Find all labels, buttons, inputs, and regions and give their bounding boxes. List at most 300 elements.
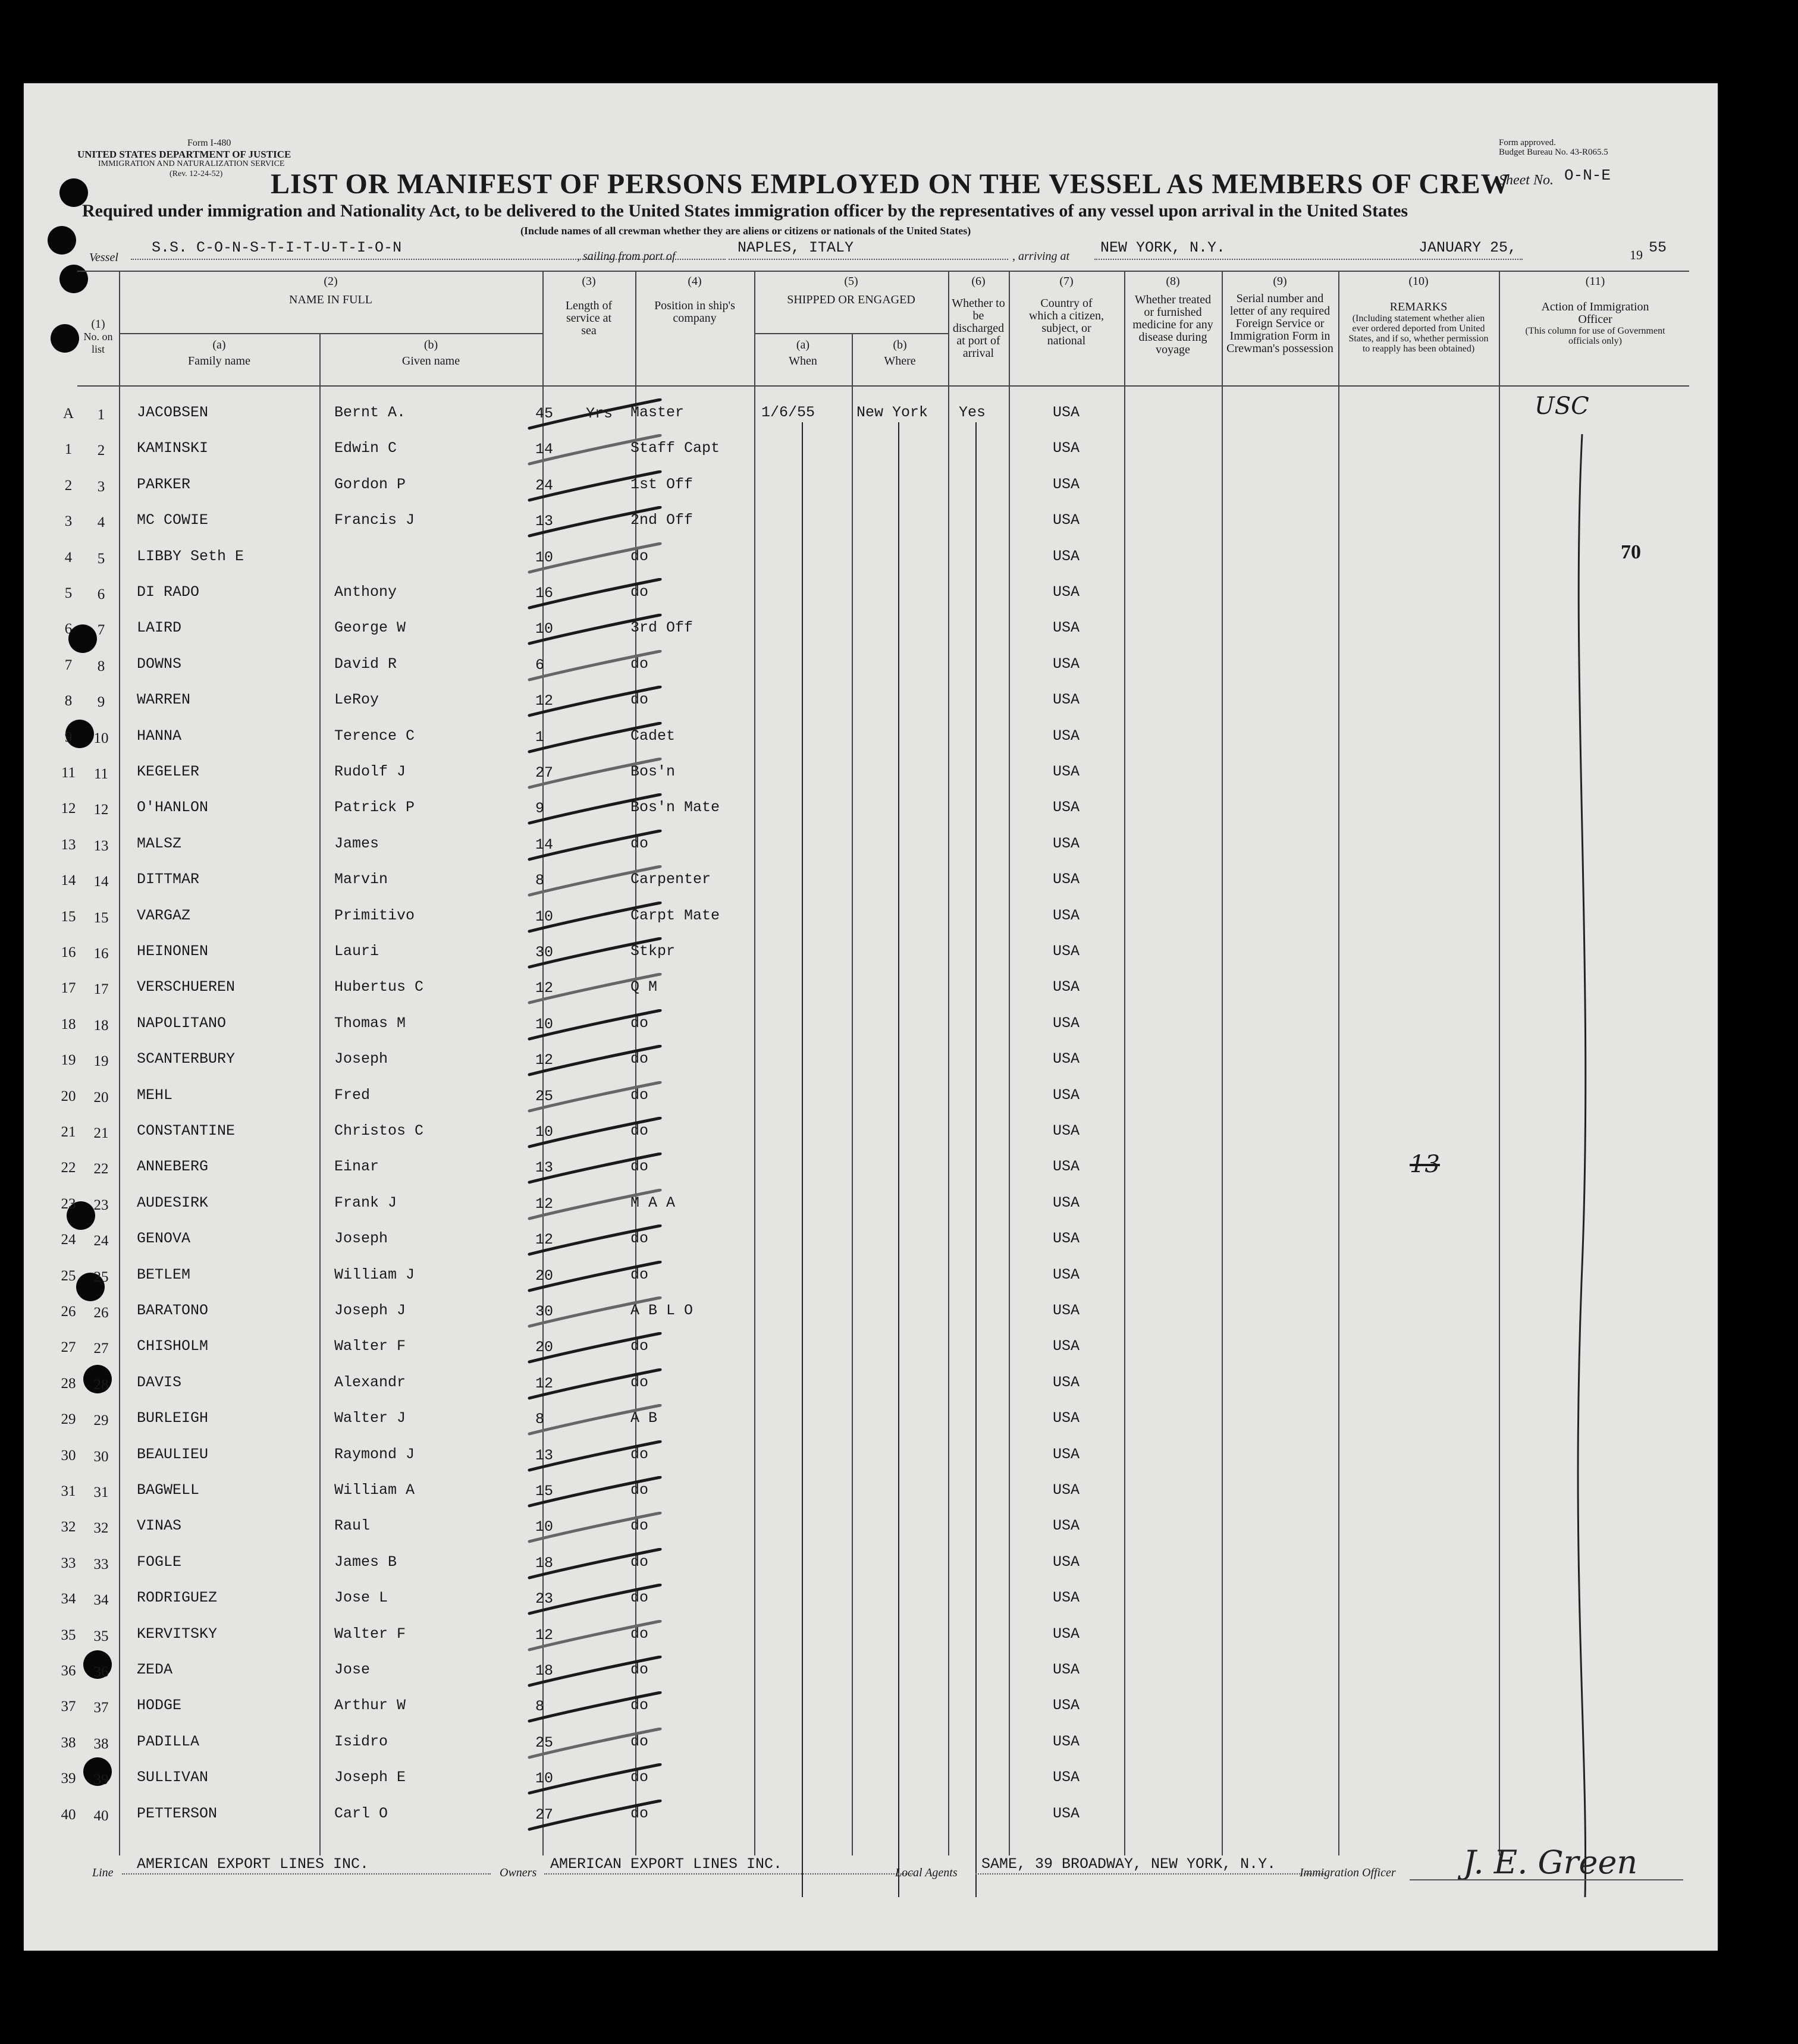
- position: 1st Off: [630, 476, 694, 493]
- sheet-label: Sheet No.: [1499, 172, 1554, 188]
- list-number: 26: [93, 1305, 109, 1321]
- margin-number: 34: [61, 1591, 76, 1607]
- list-number: 32: [93, 1520, 109, 1536]
- table-row: [24, 686, 1718, 721]
- position: do: [630, 691, 649, 708]
- given-name: Patrick P: [334, 799, 415, 816]
- service-length: 25: [535, 1734, 554, 1751]
- margin-number: 26: [61, 1304, 76, 1320]
- margin-number: 13: [61, 837, 76, 853]
- list-number: 39: [93, 1772, 109, 1788]
- table-row: [24, 1656, 1718, 1691]
- officer-signature: J. E. Green: [1463, 1844, 1638, 1881]
- service-length: 16: [535, 585, 554, 602]
- margin-number: 22: [61, 1160, 76, 1176]
- country: USA: [1053, 1230, 1080, 1247]
- given-name: Walter J: [334, 1409, 406, 1427]
- family-name: WARREN: [137, 691, 191, 708]
- service-length: 27: [535, 1806, 554, 1823]
- table-row: [24, 793, 1718, 829]
- position: do: [630, 548, 649, 565]
- strike-mark: [523, 1440, 666, 1476]
- margin-number: 1: [64, 441, 73, 457]
- family-name: LAIRD: [137, 619, 182, 636]
- family-name: BAGWELL: [137, 1481, 200, 1499]
- position: do: [630, 1374, 649, 1391]
- country: USA: [1053, 511, 1080, 529]
- service-length: 20: [535, 1267, 554, 1285]
- margin-number: 14: [61, 872, 76, 888]
- given-name: Thomas M: [334, 1015, 406, 1032]
- position: do: [630, 1697, 649, 1714]
- table-row: [24, 1153, 1718, 1188]
- country: USA: [1053, 1625, 1080, 1643]
- position: do: [630, 835, 649, 852]
- family-name: ANNEBERG: [137, 1158, 209, 1175]
- list-number: 16: [93, 946, 109, 962]
- remarks-mark: 13: [1410, 1151, 1440, 1178]
- list-number: 28: [93, 1377, 109, 1393]
- arriving-label: , arriving at: [1012, 250, 1070, 263]
- position: Carpt Mate: [630, 907, 720, 924]
- margin-number: 31: [61, 1483, 76, 1499]
- margin-number: 18: [61, 1016, 76, 1032]
- margin-number: 2: [64, 478, 73, 494]
- given-name: Hubertus C: [334, 978, 424, 996]
- form-number: Form I-480: [187, 138, 231, 148]
- family-name: ZEDA: [137, 1661, 173, 1678]
- arrival-date: JANUARY 25,: [1419, 239, 1517, 256]
- arrival-year: 55: [1649, 239, 1667, 256]
- country: USA: [1053, 1302, 1080, 1319]
- given-name: Raymond J: [334, 1446, 415, 1463]
- strike-mark: [523, 1404, 666, 1440]
- list-number: 33: [93, 1556, 109, 1572]
- service-length: 8: [535, 1698, 545, 1715]
- margin-number: 19: [61, 1052, 76, 1068]
- family-name: LIBBY Seth E: [137, 548, 244, 565]
- position: A B L O: [630, 1302, 694, 1319]
- margin-number: 30: [61, 1448, 76, 1464]
- position: Staff Capt: [630, 439, 720, 457]
- table-row: [24, 758, 1718, 793]
- position: do: [630, 1805, 649, 1822]
- agency-service: IMMIGRATION AND NATURALIZATION SERVICE: [98, 159, 285, 168]
- margin-number: 15: [61, 909, 76, 925]
- action-line: [1558, 434, 1606, 1897]
- family-name: BEAULIEU: [137, 1446, 209, 1463]
- given-name: Jose: [334, 1661, 371, 1678]
- family-name: MC COWIE: [137, 511, 209, 529]
- action-stamp: USC: [1535, 393, 1589, 420]
- table-row: [24, 470, 1718, 506]
- approval-line: Form approved.: [1499, 138, 1556, 147]
- country: USA: [1053, 1446, 1080, 1463]
- strike-mark: [523, 1153, 666, 1188]
- given-name: Rudolf J: [334, 763, 406, 780]
- shipped-where: New York: [856, 404, 928, 421]
- position: 2nd Off: [630, 511, 694, 529]
- list-number: 34: [93, 1592, 109, 1608]
- service-length: 10: [535, 908, 554, 925]
- shipped-when: 1/6/55: [761, 404, 815, 421]
- given-name: George W: [334, 619, 406, 636]
- service-length: 23: [535, 1590, 554, 1607]
- margin-number: 17: [61, 980, 76, 996]
- strike-mark: [523, 1728, 666, 1763]
- owners-label: Owners: [500, 1866, 537, 1879]
- country: USA: [1053, 404, 1080, 421]
- owners-value: AMERICAN EXPORT LINES INC.: [550, 1855, 783, 1873]
- list-number: 22: [93, 1161, 109, 1177]
- list-number: 30: [93, 1449, 109, 1465]
- strike-mark: [523, 722, 666, 758]
- margin-number: 32: [61, 1519, 76, 1535]
- country: USA: [1053, 1589, 1080, 1606]
- table-row: [24, 1728, 1718, 1763]
- table-row: [24, 542, 1718, 578]
- service-length: 6: [535, 657, 545, 674]
- list-number: 27: [93, 1340, 109, 1357]
- service-length: 10: [535, 549, 554, 566]
- given-name: Anthony: [334, 583, 397, 601]
- country: USA: [1053, 1050, 1080, 1067]
- strike-mark: [523, 937, 666, 973]
- given-name: Einar: [334, 1158, 379, 1175]
- table-row: [24, 1584, 1718, 1619]
- list-number: 31: [93, 1484, 109, 1500]
- margin-number: 38: [61, 1735, 76, 1751]
- given-name: Walter F: [334, 1337, 406, 1355]
- col-2-header: (2) NAME IN FULL: [289, 275, 372, 306]
- given-name: Christos C: [334, 1122, 424, 1139]
- position: do: [630, 655, 649, 673]
- family-name: KAMINSKI: [137, 439, 209, 457]
- position: do: [630, 1087, 649, 1104]
- service-length: 12: [535, 1627, 554, 1644]
- margin-number: 40: [61, 1807, 76, 1823]
- family-name: SCANTERBURY: [137, 1050, 236, 1067]
- position: A B: [630, 1409, 658, 1427]
- list-number: 9: [97, 694, 105, 710]
- country: USA: [1053, 835, 1080, 852]
- margin-number: 27: [61, 1339, 76, 1355]
- service-length: 13: [535, 513, 554, 530]
- service-unit: Yrs: [586, 405, 613, 422]
- given-name: Joseph: [334, 1050, 388, 1067]
- family-name: HANNA: [137, 727, 182, 745]
- strike-mark: [523, 830, 666, 865]
- country: USA: [1053, 1087, 1080, 1104]
- margin-number: 24: [61, 1232, 76, 1248]
- strike-mark: [523, 1224, 666, 1260]
- table-row: [24, 1332, 1718, 1368]
- from-port: NAPLES, ITALY: [738, 239, 854, 256]
- margin-number: 16: [61, 944, 76, 960]
- service-length: 20: [535, 1339, 554, 1356]
- country: USA: [1053, 871, 1080, 888]
- strike-mark: [523, 1045, 666, 1081]
- given-name: Primitivo: [334, 907, 415, 924]
- given-name: David R: [334, 655, 397, 673]
- strike-mark: [523, 793, 666, 829]
- strike-mark: [523, 1763, 666, 1799]
- table-row: [24, 1009, 1718, 1045]
- service-length: 8: [535, 872, 545, 889]
- position: do: [630, 1446, 649, 1463]
- country: USA: [1053, 1015, 1080, 1032]
- country: USA: [1053, 943, 1080, 960]
- family-name: VINAS: [137, 1517, 182, 1534]
- margin-number: 25: [61, 1268, 76, 1284]
- list-number: 35: [93, 1628, 109, 1644]
- margin-number: 11: [61, 765, 76, 781]
- strike-mark: [523, 578, 666, 614]
- service-length: 13: [535, 1447, 554, 1464]
- position: do: [630, 1589, 649, 1606]
- family-name: HODGE: [137, 1697, 182, 1714]
- family-name: DI RADO: [137, 583, 200, 601]
- margin-number: 35: [61, 1627, 76, 1643]
- country: USA: [1053, 1481, 1080, 1499]
- country: USA: [1053, 1769, 1080, 1786]
- strike-mark: [523, 865, 666, 901]
- position: do: [630, 1517, 649, 1534]
- table-row: [24, 1368, 1718, 1404]
- strike-mark: [523, 1584, 666, 1619]
- position: do: [630, 1122, 649, 1139]
- service-length: 10: [535, 620, 554, 638]
- list-number: 25: [93, 1269, 109, 1285]
- given-name: Jose L: [334, 1589, 388, 1606]
- margin-number: 37: [61, 1698, 76, 1715]
- given-name: Joseph J: [334, 1302, 406, 1319]
- country: USA: [1053, 1337, 1080, 1355]
- service-length: 12: [535, 1195, 554, 1213]
- country: USA: [1053, 727, 1080, 745]
- discharged: Yes: [959, 404, 986, 421]
- service-length: 10: [535, 1016, 554, 1033]
- given-name: Joseph E: [334, 1769, 406, 1786]
- country: USA: [1053, 691, 1080, 708]
- strike-mark: [523, 973, 666, 1009]
- country: USA: [1053, 1194, 1080, 1211]
- list-number: 36: [93, 1664, 109, 1680]
- form-title: LIST OR MANIFEST OF PERSONS EMPLOYED ON THE VESSEL AS MEMBERS OF CREW: [271, 168, 1510, 200]
- family-name: VARGAZ: [137, 907, 191, 924]
- margin-number: 3: [64, 513, 73, 529]
- position: do: [630, 1733, 649, 1750]
- family-name: SULLIVAN: [137, 1769, 209, 1786]
- position: do: [630, 1481, 649, 1499]
- officer-label: Immigration Officer: [1300, 1866, 1396, 1879]
- service-length: 30: [535, 1303, 554, 1320]
- given-name: Francis J: [334, 511, 415, 529]
- given-name: James: [334, 835, 379, 852]
- list-number: 18: [93, 1018, 109, 1034]
- col-9-header: (9) Serial number and letter of any required Foreign Service or Immigration Form in Crewman's possession: [1226, 275, 1333, 355]
- country: USA: [1053, 1409, 1080, 1427]
- col-8-header: (8) Whether treated or furnished medicine for any disease during voyage: [1132, 275, 1213, 356]
- strike-mark: [523, 1476, 666, 1512]
- position: Carpenter: [630, 871, 711, 888]
- position: Q M: [630, 978, 658, 996]
- country: USA: [1053, 1661, 1080, 1678]
- given-name: Bernt A.: [334, 404, 406, 421]
- line-label: Line: [92, 1866, 114, 1879]
- margin-number: 29: [61, 1411, 76, 1427]
- strike-mark: [523, 1081, 666, 1117]
- table-row: [24, 830, 1718, 865]
- agents-value: SAME, 39 BROADWAY, NEW YORK, N.Y.: [981, 1855, 1276, 1873]
- service-length: 30: [535, 944, 554, 961]
- service-length: 14: [535, 441, 554, 458]
- service-length: 18: [535, 1555, 554, 1572]
- table-row: [24, 1117, 1718, 1153]
- table-row: [24, 1476, 1718, 1512]
- family-name: JACOBSEN: [137, 404, 209, 421]
- table-row: [24, 902, 1718, 937]
- given-name: Carl O: [334, 1805, 388, 1822]
- margin-number: 23: [61, 1196, 76, 1212]
- table-row: [24, 578, 1718, 614]
- position: Stkpr: [630, 943, 676, 960]
- position: do: [630, 1553, 649, 1571]
- service-length: 24: [535, 477, 554, 494]
- given-name: William A: [334, 1481, 415, 1499]
- service-length: 8: [535, 1411, 545, 1428]
- service-length: 1: [535, 729, 545, 746]
- country: USA: [1053, 763, 1080, 780]
- strike-mark: [523, 650, 666, 686]
- col-2b-header: (b) Given name: [401, 338, 460, 368]
- service-length: 15: [535, 1483, 554, 1500]
- service-length: 10: [535, 1123, 554, 1141]
- list-number: 8: [97, 658, 105, 674]
- col-5b-header: (b) Where: [884, 338, 916, 368]
- list-number: 38: [93, 1736, 109, 1752]
- table-row: [24, 1045, 1718, 1081]
- budget-bureau: Budget Bureau No. 43-R065.5: [1499, 147, 1608, 157]
- position: do: [630, 1050, 649, 1067]
- family-name: KEGELER: [137, 763, 200, 780]
- given-name: Terence C: [334, 727, 415, 745]
- country: USA: [1053, 1122, 1080, 1139]
- table-row: [24, 1800, 1718, 1835]
- table-row: [24, 1548, 1718, 1584]
- punch-hole: [48, 226, 76, 255]
- list-number: 37: [93, 1700, 109, 1716]
- family-name: VERSCHUEREN: [137, 978, 236, 996]
- strike-mark: [523, 1691, 666, 1727]
- table-row: [24, 1512, 1718, 1547]
- country: USA: [1053, 907, 1080, 924]
- include-statement: (Include names of all crewman whether they are aliens or citizens or nationals of the United States): [520, 225, 971, 237]
- strike-mark: [523, 614, 666, 649]
- position: Master: [630, 404, 685, 421]
- col-5a-header: (a) When: [789, 338, 817, 368]
- country: USA: [1053, 439, 1080, 457]
- col-3-header: (3) Length of service at sea: [565, 275, 613, 337]
- table-row: [24, 1691, 1718, 1727]
- given-name: Marvin: [334, 871, 388, 888]
- strike-mark: [523, 1512, 666, 1547]
- position: do: [630, 1230, 649, 1247]
- strike-mark: [523, 1189, 666, 1224]
- table-row: [24, 1440, 1718, 1476]
- given-name: Fred: [334, 1087, 371, 1104]
- table-row: [24, 1081, 1718, 1117]
- required-statement: Required under immigration and Nationality Act, to be delivered to the United States immigration officer by the representatives of any vessel upon arrival in the United States: [82, 201, 1408, 221]
- country: USA: [1053, 1733, 1080, 1750]
- service-length: 12: [535, 1051, 554, 1069]
- margin-number: 5: [64, 585, 73, 601]
- given-name: James B: [334, 1553, 397, 1571]
- given-name: Frank J: [334, 1194, 397, 1211]
- given-name: Isidro: [334, 1733, 388, 1750]
- family-name: NAPOLITANO: [137, 1015, 227, 1032]
- table-row: [24, 1224, 1718, 1260]
- list-number: 6: [97, 586, 105, 602]
- country: USA: [1053, 1158, 1080, 1175]
- table-row: [24, 1763, 1718, 1799]
- service-length: 25: [535, 1088, 554, 1105]
- strike-mark: [523, 398, 666, 434]
- punch-hole: [51, 324, 79, 353]
- strike-mark: [523, 1368, 666, 1404]
- country: USA: [1053, 1805, 1080, 1822]
- service-length: 14: [535, 836, 554, 853]
- strike-mark: [523, 1548, 666, 1584]
- sheet-number: O-N-E: [1564, 167, 1611, 184]
- strike-mark: [523, 1620, 666, 1656]
- col-10-header: (10) REMARKS (Including statement whether alien ever ordered deported from United States, and if so, whether permission to reapply has been obtained): [1348, 275, 1489, 354]
- list-number: 21: [93, 1125, 109, 1141]
- strike-mark: [523, 506, 666, 542]
- position: Bos'n Mate: [630, 799, 720, 816]
- given-name: Edwin C: [334, 439, 397, 457]
- margin-number: 4: [64, 550, 73, 566]
- table-row: [24, 614, 1718, 649]
- table-row: [24, 398, 1718, 434]
- position: 3rd Off: [630, 619, 694, 636]
- country: USA: [1053, 799, 1080, 816]
- family-name: CHISHOLM: [137, 1337, 209, 1355]
- family-name: GENOVA: [137, 1230, 191, 1247]
- list-number: 11: [93, 766, 109, 782]
- margin-number: A: [62, 406, 74, 422]
- service-length: 10: [535, 1518, 554, 1536]
- list-number: 23: [93, 1197, 109, 1213]
- country: USA: [1053, 619, 1080, 636]
- margin-number: 28: [61, 1376, 76, 1392]
- strike-mark: [523, 1656, 666, 1691]
- position: do: [630, 1158, 649, 1175]
- table-row: [24, 937, 1718, 973]
- margin-number: 7: [64, 657, 73, 673]
- position: do: [630, 1769, 649, 1786]
- service-length: 12: [535, 1231, 554, 1248]
- vessel-name: S.S. C-O-N-S-T-I-T-U-T-I-O-N: [152, 239, 402, 256]
- strike-mark: [523, 1117, 666, 1153]
- country: USA: [1053, 655, 1080, 673]
- given-name: William J: [334, 1266, 415, 1283]
- table-row: [24, 650, 1718, 686]
- table-row: [24, 1404, 1718, 1440]
- country: USA: [1053, 548, 1080, 565]
- strike-mark: [523, 1332, 666, 1368]
- vessel-label: Vessel: [89, 251, 118, 264]
